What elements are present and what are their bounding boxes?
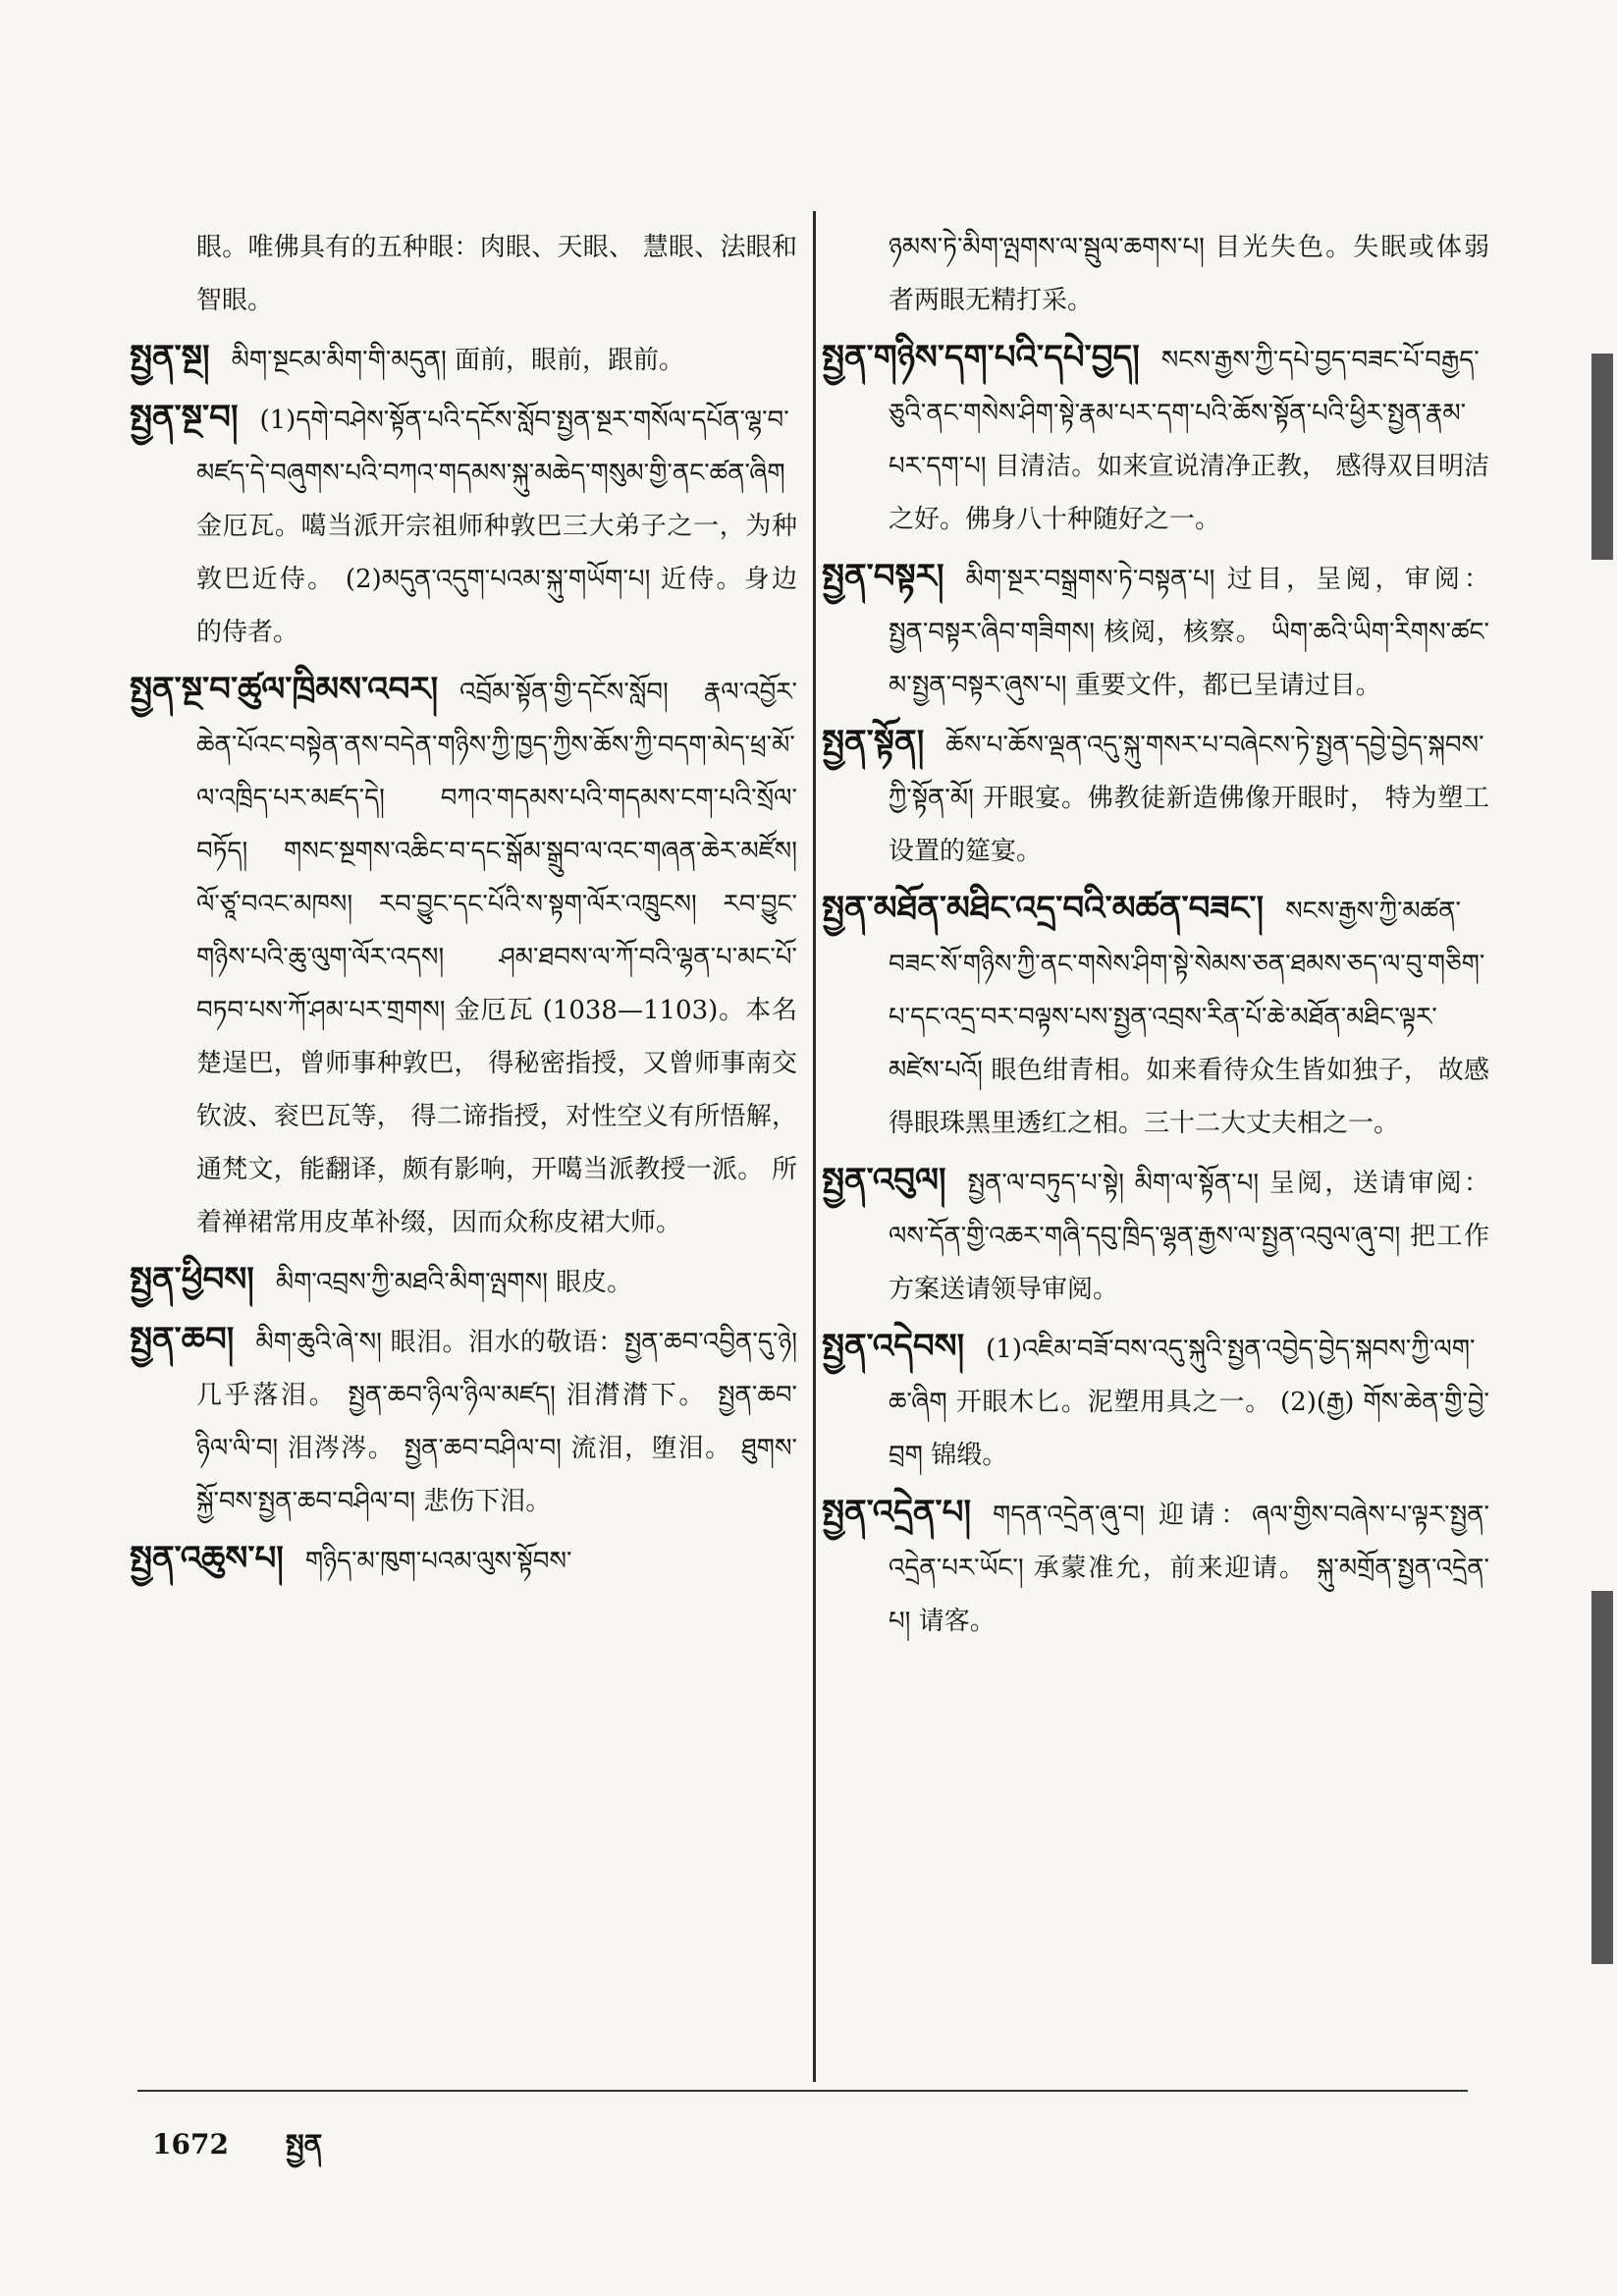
dictionary-entry xyxy=(130,1253,797,1309)
entry-headword: སྤྱན་སྔ་བ་ཚུལ་ཁྲིམས་འབར། xyxy=(130,670,439,709)
dictionary-entry xyxy=(196,221,797,327)
column-divider xyxy=(813,211,816,2082)
entry-definition: མིག་འབྲས་ཀྱི་མཐའི་མིག་ལྤགས། 眼皮。 xyxy=(275,1268,633,1297)
entry-headword: སྤྱན་ཕྱིབས། xyxy=(130,1260,254,1299)
right-column xyxy=(822,221,1489,1652)
entry-definition: མིག་སྔར་བསྒྲགས་ཏེ་བསྟན་པ། 过目，呈阅，审阅：སྤྱན་བསྟར་ཞིབ་གཟིགས། 核阅，核察。 ཡིག་ཆའི་ཡིག་རིགས་ཚང་མ་སྤྱན་བསྟར་ཞུས་པ། 重要文件，都已呈请过目。 xyxy=(889,565,1489,700)
dictionary-entry xyxy=(130,1532,797,1588)
entry-definition: ཉམས་ཏེ་མིག་ལྤགས་ལ་སྦུལ་ཆགས་པ། 目光失色。失眠或体弱者两眼无精打采。 xyxy=(889,233,1489,315)
dictionary-entry xyxy=(130,391,797,659)
entry-headword: སྤྱན་བསྟར། xyxy=(822,557,944,596)
page-number: 1672 xyxy=(152,2128,229,2160)
entry-definition: མིག་སྔངམ་མིག་གི་མདུན། 面前，眼前，跟前。 xyxy=(231,346,685,375)
entry-definition: སྤྱན་ལ་བཏུད་པ་སྟེ། མིག་ལ་སྟོན་པ། 呈阅，送请审阅：ལས་དོན་གྱི་འཆར་གཞི་དབུ་ཁྲིད་ལྷན་རྒྱས་ལ་སྤྱན་འབུལ་ཞུ་བ། 把工作方案送请领导审阅。 xyxy=(889,1169,1489,1304)
dictionary-entry xyxy=(130,331,797,387)
dictionary-entry xyxy=(822,716,1489,878)
dictionary-entry xyxy=(822,1486,1489,1648)
entry-definition: གཉིད་མ་ཁུག་པའམ་ལུས་སྟོབས་ xyxy=(304,1547,572,1576)
edge-mark xyxy=(1591,354,1613,560)
entry-headword: སྤྱན་མཐོན་མཐིང་འདྲ་བའི་མཚན་བཟང་། xyxy=(822,889,1265,928)
running-head: སྤྱན xyxy=(285,2128,323,2160)
entry-definition: མིག་ཆུའི་ཞེ་ས། 眼泪。泪水的敬语：སྤྱན་ཆབ་འབྱིན་དུ་ཉེ། 几乎落泪。 སྤྱན་ཆབ་ཉིལ་ཉིལ་མཛད། 泪潸潸下。 སྤྱན་ཆབ་ཉིལ་ལི་བ། 泪涔涔。 སྤྱན་ཆབ་བཤིལ་བ། 流泪，堕泪。 ཐུགས་སྐྱོ་བས་སྤྱན་ཆབ་བཤིལ་བ། 悲伤下泪。 xyxy=(196,1328,797,1516)
entry-headword: སྤྱན་གཉིས་དག་པའི་དཔེ་བྱད། xyxy=(822,338,1140,377)
dictionary-entry xyxy=(822,882,1489,1150)
entry-headword: སྤྱན་སྔ། xyxy=(130,338,210,377)
entry-definition: གདན་འདྲེན་ཞུ་བ། 迎请：ཞལ་གྱིས་བཞེས་པ་ལྟར་སྤྱན་འདྲེན་པར་ཡོང་། 承蒙准允，前来迎请。 སྐུ་མགྲོན་སྤྱན་འདྲེན་པ། 请客。 xyxy=(889,1501,1489,1636)
entry-definition: ཆོས་པ་ཆོས་ལྡན་འདུ་སྐུ་གསར་པ་བཞེངས་ཏེ་སྤྱན་དབྱེ་བྱེད་སྐབས་ཀྱི་སྟོན་མོ། 开眼宴。佛教徒新造佛像开眼时， 特为塑工设置的筵宴。 xyxy=(889,731,1489,866)
entry-headword: སྤྱན་འདྲེན་པ། xyxy=(822,1493,972,1532)
entry-headword: སྤྱན་ཆབ། xyxy=(130,1320,235,1359)
left-column xyxy=(130,221,797,1592)
dictionary-entry xyxy=(130,663,797,1249)
entry-definition: (1)འཇིམ་བཟོ་བས་འདུ་སྐུའི་སྤྱན་འབྱེད་བྱེད་སྐབས་ཀྱི་ལག་ཆ་ཞིག 开眼木匕。泥塑用具之一。 (2)(རྒྱ) གོས་ཆེན་གྱི་བྱེ་བྲག 锦缎。 xyxy=(889,1335,1489,1470)
entry-definition: སངས་རྒྱས་ཀྱི་དཔེ་བྱད་བཟང་པོ་བརྒྱད་ཅུའི་ནང་གསེས་ཤིག་སྟེ་རྣམ་པར་དག་པའི་ཆོས་སྟོན་པའི་ཕྱིར་སྤྱན་རྣམ་པར་དག་པ། 目清洁。如来宣说清净正教， 感得双目明洁之好。佛身八十种随好之一。 xyxy=(889,346,1489,534)
entry-headword: སྤྱན་འབུལ། xyxy=(822,1161,946,1200)
page-footer xyxy=(152,2113,369,2191)
entry-headword: སྤྱན་འདེབས། xyxy=(822,1327,965,1366)
entry-headword: སྤྱན་སྟོན། xyxy=(822,723,925,762)
dictionary-entry xyxy=(889,221,1489,327)
dictionary-entry xyxy=(822,550,1489,712)
edge-mark xyxy=(1591,1591,1613,1964)
entry-headword: སྤྱན་འཆུས་པ། xyxy=(130,1539,284,1578)
dictionary-entry xyxy=(822,331,1489,546)
dictionary-entry xyxy=(822,1320,1489,1482)
entry-definition: 眼。唯佛具有的五种眼：肉眼、天眼、 慧眼、法眼和智眼。 xyxy=(196,233,797,315)
entry-headword: སྤྱན་སྔ་བ། xyxy=(130,398,239,437)
scan-edge-marks xyxy=(1588,0,1617,2296)
entry-definition: འབྲོམ་སྟོན་གྱི་དངོས་སློབ། རྣལ་འབྱོར་ཆེན་པོའང་བསྟེན་ནས་བདེན་གཉིས་ཀྱི་ཁྱད་ཀྱིས་ཆོས་ཀྱི་བདག་མེད་ཕྲ་མོ་ལ་འཁྲིད་པར་མཛད་དེ། བཀའ་གདམས་པའི་གདམས་ངག་པའི་སྲོལ་བཏོད། གསང་སྔགས་འཆིང་བ་དང་སྒོམ་སྒྲུབ་ལ་འང་གཞན་ཆེར་མཛོས། ལོ་ཙཱ་བའང་མཁས། རབ་བྱུང་དང་པོའི་ས་སྟག་ལོར་འཁྲུངས། རབ་བྱུང་གཉིས་པའི་ཆུ་ལུག་ལོར་འདས། ཤམ་ཐབས་ལ་ཀོ་བའི་ལྷན་པ་མང་པོ་བཏབ་པས་ཀོ་ཤམ་པར་གྲགས། 金厄瓦 (1038—1103)。本名楚逞巴，曾师事种敦巴， 得秘密指授，又曾师事南交钦波、衮巴瓦等， 得二谛指授，对性空义有所悟解，通梵文，能翻译，颇有影响，开噶当派教授一派。 所着禅裙常用皮革补缀，因而众称皮裙大师。 xyxy=(196,678,797,1237)
dictionary-entry xyxy=(130,1313,797,1528)
entry-definition: སངས་རྒྱས་ཀྱི་མཚན་བཟང་སོ་གཉིས་ཀྱི་ནང་གསེས་ཤིག་སྟེ་སེམས་ཅན་ཐམས་ཅད་ལ་བུ་གཅིག་པ་དང་འདྲ་བར་བལྟས་པས་སྤྱན་འབྲས་རིན་པོ་ཆེ་མཐོན་མཐིང་ལྟར་མཛེས་པའོ། 眼色绀青相。如来看待众生皆如独子， 故感得眼珠黑里透红之相。三十二大丈夫相之一。 xyxy=(889,897,1489,1138)
dictionary-entry xyxy=(822,1154,1489,1316)
entry-definition: (1)དགེ་བཤེས་སྟོན་པའི་དངོས་སློབ་སྤྱན་སྔར་གསོལ་དཔོན་ལྷ་བ་མཛད་དེ་བཞུགས་པའི་བཀའ་གདམས་སྐུ་མཆེད་གསུམ་གྱི་ནང་ཚན་ཞིག 金厄瓦。噶当派开宗祖师种敦巴三大弟子之一，为种敦巴近侍。 (2)མདུན་འདུག་པའམ་སྐུ་གཡོག་པ། 近侍。身边的侍者。 xyxy=(196,406,797,647)
footer-rule xyxy=(137,2090,1468,2092)
